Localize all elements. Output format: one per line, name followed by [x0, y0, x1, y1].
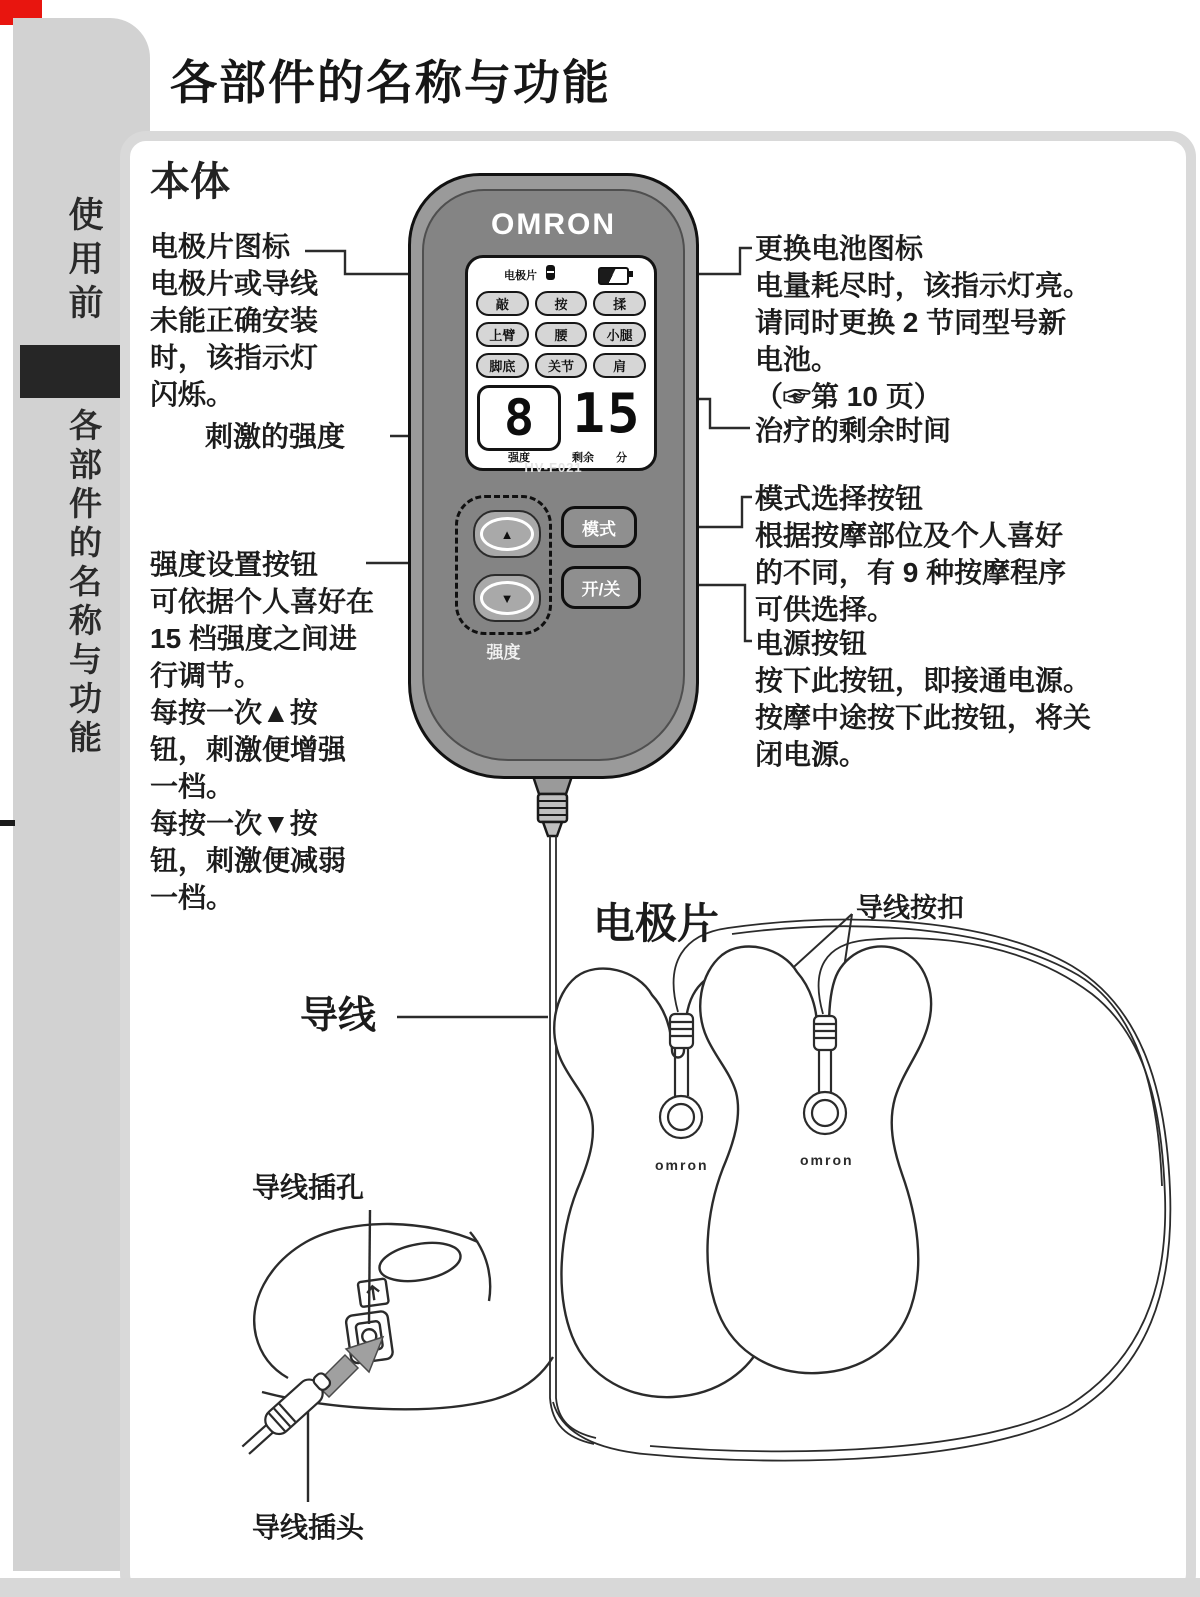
intensity-display-label: 强度 — [508, 452, 530, 464]
intensity-control-group — [455, 495, 552, 635]
pad-brand-left: omron — [655, 1157, 709, 1173]
battery-icon — [598, 267, 629, 285]
plug-illustration — [237, 1368, 335, 1460]
annotation-remaining-time: 治疗的剩余时间 — [755, 415, 952, 446]
sidebar-tab-pre-use: 使用前 — [64, 196, 103, 328]
snap-label: 导线按扣 — [856, 893, 964, 923]
electrode-indicator-label: 电极片 — [504, 270, 537, 282]
intensity-display — [477, 385, 561, 451]
device-display — [465, 255, 657, 471]
mode-indicator-waist: 腰 — [535, 322, 588, 347]
intensity-group-label: 强度 — [486, 643, 521, 662]
remaining-time-value: 15 — [572, 382, 642, 445]
bottom-band — [0, 1578, 1200, 1597]
intensity-value: 8 — [503, 389, 535, 447]
mode-indicator-knead: 揉 — [593, 291, 646, 316]
mode-indicator-tap: 敲 — [476, 291, 529, 316]
brand-logo: OMRON — [491, 208, 616, 241]
annotation-electrode-icon: 电极片图标 电极片或导线 未能正确安装 时，该指示灯 闪烁。 — [150, 228, 318, 413]
mode-indicator-grid — [476, 291, 646, 378]
pad-brand-right: omron — [800, 1152, 854, 1168]
section-heading: 本体 — [150, 160, 230, 204]
plug-label: 导线插头 — [252, 1512, 365, 1543]
power-button: 开/关 — [561, 566, 641, 609]
lead-wire-label: 导线 — [300, 995, 377, 1037]
model-label: HV-F021 — [524, 460, 583, 475]
up-triangle-icon: ▲ — [480, 517, 534, 551]
electrode-pad-icon — [546, 265, 555, 280]
mode-indicator-upperarm: 上臂 — [476, 322, 529, 347]
jack-illustration — [254, 1224, 553, 1409]
mode-indicator-joint: 关节 — [535, 353, 588, 378]
annotation-title: 电极片图标 — [150, 231, 291, 262]
minutes-label: 分 — [616, 452, 627, 464]
remaining-label: 剩余 — [572, 452, 594, 464]
intensity-down-button — [473, 574, 541, 622]
device-body — [408, 173, 699, 779]
jack-label: 导线插孔 — [252, 1172, 365, 1203]
sidebar-tab-current: 各部件的名称与功能 — [65, 408, 102, 759]
mode-indicator-calf: 小腿 — [593, 322, 646, 347]
annotation-title: 强度设置按钮 — [150, 549, 319, 580]
mode-indicator-shoulder: 肩 — [593, 353, 646, 378]
annotation-title: 电源按钮 — [755, 628, 868, 659]
annotation-title: 模式选择按钮 — [755, 483, 924, 514]
mode-indicator-press: 按 — [535, 291, 588, 316]
annotation-mode-select: 模式选择按钮 根据按摩部位及个人喜好 的不同，有 9 种按摩程序 可供选择。 — [755, 480, 1066, 628]
annotation-power: 电源按钮 按下此按钮，即接通电源。 按摩中途按下此按钮，将关 闭电源。 — [755, 625, 1091, 773]
mode-indicator-sole: 脚底 — [476, 353, 529, 378]
annotation-battery-icon: 更换电池图标 电量耗尽时，该指示灯亮。 请同时更换 2 节同型号新 电池。 （☞第 10 页） — [755, 230, 1091, 415]
down-triangle-icon: ▼ — [480, 581, 534, 615]
mode-button: 模式 — [561, 506, 637, 548]
annotation-title: 更换电池图标 — [755, 233, 924, 264]
electrode-pads-heading: 电极片 — [593, 900, 720, 947]
annotation-intensity-buttons: 强度设置按钮 可依据个人喜好在 15 档强度之间进 行调节。 每按一次▲按 钮，刺激便增强 一档。 每按一次▼按 钮，刺激便减弱 一档。 — [150, 546, 374, 916]
page-title: 各部件的名称与功能 — [170, 56, 611, 109]
intensity-up-button — [473, 510, 541, 558]
device-neck — [533, 776, 572, 836]
annotation-stimulus-intensity: 刺激的强度 — [205, 421, 346, 452]
